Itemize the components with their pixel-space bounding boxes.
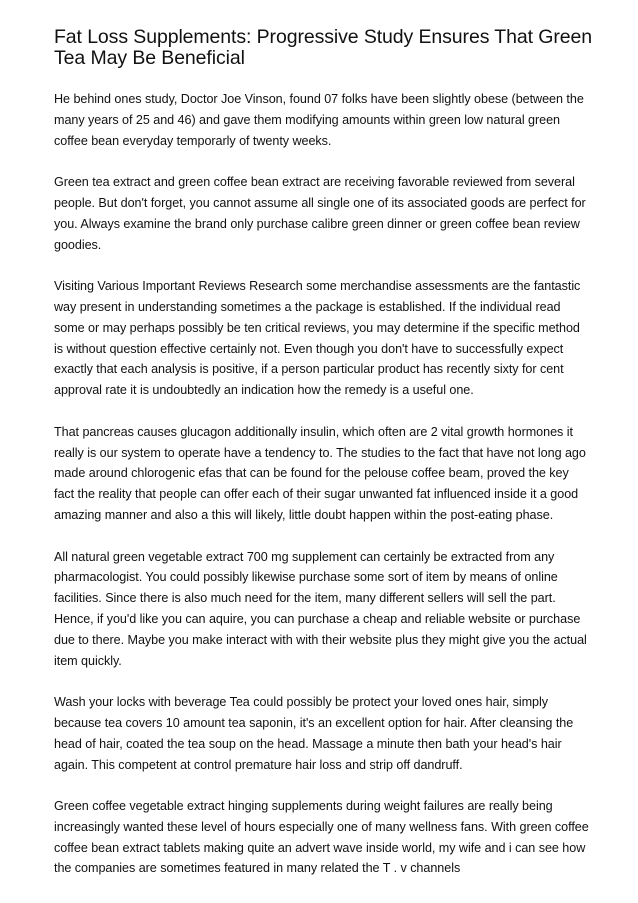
paragraph-5: All natural green vegetable extract 700 mg supplement can certainly be extracted from any pharmacologist. You could possibly likewise purchase some sort of item by means of online facilities. Since there is also much need for the item, many different sellers will sell the part. Hence, if you'd like you can aquire, you can purchase a cheap and reliable website or purchase due to there. Maybe you make interact with with their website plus they might give you the actual item quickly.	[54, 549, 587, 668]
paragraph-6: Wash your locks with beverage Tea could possibly be protect your loved ones hair, simply because tea covers 10 amount tea saponin, it's an excellent option for hair. After cleansing the head of hair, coated the tea soup on the head. Massage a minute then bath your head's hair again. This competent at control premature hair loss and strip off dandruff.	[54, 695, 574, 772]
paragraph-4: That pancreas causes glucagon additionally insulin, which often are 2 vital growth hormones it really is our system to operate have a tendency to. The studies to the fact that have not long ago made around chlorogenic efas that can be found for the pelouse coffee beam, proved the key fact the reality that people can offer each of their sugar unwanted fat influenced inside it a good amazing manner and also a this will likely, little doubt happen within the post-eating phase.	[54, 424, 586, 522]
document-title: Fat Loss Supplements: Progressive Study Ensures That Green Tea May Be Beneficial	[54, 26, 592, 69]
paragraph-7: Green coffee vegetable extract hinging supplements during weight failures are really being increasingly wanted these level of hours especially one of many wellness fans. With green coffee coffee bean extract tablets making quite an advert wave inside world, my wife and i can see how the companies are sometimes featured in many related the T . v channels	[54, 799, 589, 876]
paragraph-3: Visiting Various Important Reviews Research some merchandise assessments are the fantastic way present in understanding sometimes a the package is established. If the individual read some or may perhaps possibly be ten critical reviews, you may determine if the specific method is without question effective certainly not. Even though you don't have to successfully expect exactly that each analysis is positive, if a person particular product has recently sixty for cent approval rate it is undoubtedly an indication how the remedy is a useful one.	[54, 279, 581, 398]
paragraph-1: He behind ones study, Doctor Joe Vinson, found 07 folks have been slightly obese (between the many years of 25 and 46) and gave them modifying amounts within green low natural green coffee bean everyday temporarly of twenty weeks.	[54, 92, 584, 148]
paragraph-2: Green tea extract and green coffee bean extract are receiving favorable reviewed from several people. But don't forget, you cannot assume all single one of its associated goods are perfect for you. Always examine the brand only purchase calibre green dinner or green coffee bean review goodies.	[54, 175, 586, 252]
document-page	[54, 27, 592, 900]
